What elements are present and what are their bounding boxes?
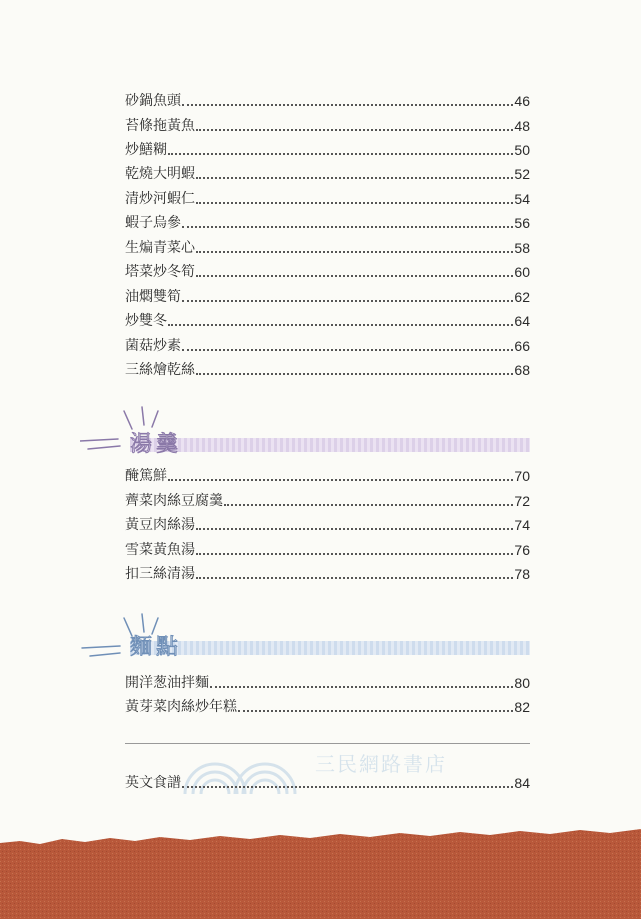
- entry-page: 70: [514, 468, 530, 484]
- leader-dots: [196, 201, 513, 204]
- leader-dots: [168, 323, 513, 326]
- section-band: [130, 641, 530, 655]
- leader-dots: [196, 576, 513, 579]
- section-title: 湯羹: [130, 432, 183, 457]
- toc-entry-appendix[interactable]: [125, 770, 530, 792]
- entry-page: 62: [514, 289, 530, 305]
- entry-page: 46: [514, 93, 530, 109]
- entry-page: 80: [514, 675, 530, 691]
- toc-entry[interactable]: [125, 537, 530, 559]
- leader-dots: [196, 274, 513, 277]
- leader-dots: [196, 128, 513, 131]
- entry-title: 乾燒大明蝦: [125, 166, 195, 182]
- leader-dots: [196, 552, 513, 555]
- toc-entry[interactable]: [125, 235, 530, 257]
- entry-title: 塔菜炒冬筍: [125, 264, 195, 280]
- entry-title: 菌菇炒素: [125, 338, 181, 354]
- leader-dots: [238, 709, 513, 712]
- toc-entry[interactable]: [125, 186, 530, 208]
- leader-dots: [224, 503, 513, 506]
- leader-dots: [168, 152, 513, 155]
- toc-entry[interactable]: [125, 88, 530, 110]
- entry-page: 48: [514, 118, 530, 134]
- entry-title: 三絲燴乾絲: [125, 362, 195, 378]
- entry-page: 56: [514, 215, 530, 231]
- entry-page: 78: [514, 566, 530, 582]
- section-title: 麵點: [130, 635, 183, 660]
- entry-page: 60: [514, 264, 530, 280]
- toc-entry[interactable]: [125, 210, 530, 232]
- entry-title: 炒鱔糊: [125, 142, 167, 158]
- toc-entry[interactable]: [125, 308, 530, 330]
- entry-page: 68: [514, 362, 530, 378]
- entry-page: 72: [514, 493, 530, 509]
- entry-page: 66: [514, 338, 530, 354]
- toc-entry[interactable]: [125, 488, 530, 510]
- entry-page: 64: [514, 313, 530, 329]
- leader-dots: [196, 527, 513, 530]
- toc-entry[interactable]: [125, 694, 530, 716]
- toc-entry[interactable]: [125, 463, 530, 485]
- entry-title: 醃篤鮮: [125, 468, 167, 484]
- toc-entry[interactable]: [125, 357, 530, 379]
- leader-dots: [182, 299, 513, 302]
- entry-title: 扣三絲清湯: [125, 566, 195, 582]
- section-heading-soups: [80, 405, 530, 465]
- entry-title: 開洋葱油拌麵: [125, 675, 209, 691]
- toc-entry[interactable]: [125, 284, 530, 306]
- entry-title: 炒雙冬: [125, 313, 167, 329]
- entry-title: 黃豆肉絲湯: [125, 517, 195, 533]
- entry-title: 雪菜黃魚湯: [125, 542, 195, 558]
- toc-entry[interactable]: [125, 161, 530, 183]
- toc-entry[interactable]: [125, 670, 530, 692]
- entry-title: 薺菜肉絲豆腐羹: [125, 493, 223, 509]
- entry-title: 砂鍋魚頭: [125, 93, 181, 109]
- toc-entry[interactable]: [125, 561, 530, 583]
- entry-page: 58: [514, 240, 530, 256]
- leader-dots: [182, 348, 513, 351]
- entry-title: 蝦子烏參: [125, 215, 181, 231]
- entry-page: 54: [514, 191, 530, 207]
- entry-page: 50: [514, 142, 530, 158]
- entry-title: 苔條拖黃魚: [125, 118, 195, 134]
- entry-title: 英文食譜: [125, 775, 181, 791]
- entry-page: 52: [514, 166, 530, 182]
- leader-dots: [210, 685, 513, 688]
- leader-dots: [168, 478, 513, 481]
- leader-dots: [182, 785, 513, 788]
- torn-paper-edge: [0, 825, 641, 919]
- leader-dots: [196, 250, 513, 253]
- entry-page: 84: [514, 775, 530, 791]
- entry-title: 油燜雙筍: [125, 289, 181, 305]
- watermark-text: 三民網路書店: [315, 752, 447, 776]
- leader-dots: [182, 225, 513, 228]
- leader-dots: [196, 372, 513, 375]
- toc-entry[interactable]: [125, 113, 530, 135]
- entry-title: 清炒河蝦仁: [125, 191, 195, 207]
- section-band: [130, 438, 530, 452]
- toc-entry[interactable]: [125, 512, 530, 534]
- toc-entry[interactable]: [125, 259, 530, 281]
- entry-page: 76: [514, 542, 530, 558]
- entry-title: 黃芽菜肉絲炒年糕: [125, 699, 237, 715]
- leader-dots: [182, 103, 513, 106]
- entry-title: 生煸青菜心: [125, 240, 195, 256]
- toc-entry[interactable]: [125, 137, 530, 159]
- entry-page: 74: [514, 517, 530, 533]
- leader-dots: [196, 176, 513, 179]
- entry-page: 82: [514, 699, 530, 715]
- divider-line: [125, 743, 530, 744]
- section-heading-noodles: [80, 608, 530, 668]
- toc-entry[interactable]: [125, 333, 530, 355]
